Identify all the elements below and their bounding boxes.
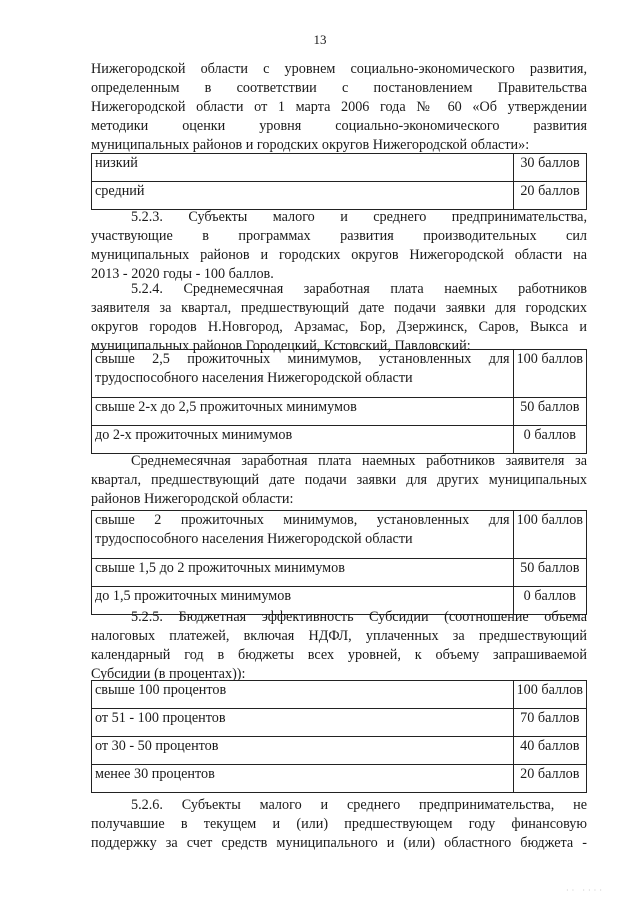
text-line: квартал, предшествующий дате подачи заявки для других муниципальных: [91, 472, 587, 488]
table-cell-label: свыше 1,5 до 2 прожиточных минимумов: [92, 559, 514, 587]
cell-line: трудоспособного населения Нижегородской области: [95, 370, 413, 386]
text-line: Субсидии (в процентах)):: [91, 666, 246, 682]
table-cell-label: от 30 - 50 процентов: [92, 737, 514, 765]
table-cell-score: 100 баллов: [513, 350, 586, 398]
table-cell-score: 100 баллов: [513, 681, 586, 709]
table-row: [92, 709, 587, 737]
table-cell-score: 20 баллов: [513, 765, 586, 793]
table-cell-score: 100 баллов: [513, 511, 586, 559]
table-cell-score: 70 баллов: [513, 709, 586, 737]
table-row: [92, 511, 587, 559]
page-number: 13: [313, 32, 327, 47]
text-line: 5.2.3. Субъекты малого и среднего предпринимательства,: [131, 209, 587, 225]
table-salary-major-cities: [91, 349, 587, 454]
table-cell-label: до 1,5 прожиточных минимумов: [92, 587, 514, 615]
text-line: 5.2.5. Бюджетная эффективность Субсидии (соотношение объема: [131, 609, 587, 625]
table-cell-score: 0 баллов: [513, 426, 586, 454]
table-cell-label: [92, 350, 514, 398]
table-cell-label: средний: [92, 182, 514, 210]
text-line: календарный год в бюджеты всех уровней, к объему запрашиваемой: [91, 647, 587, 663]
text-line: поддержку за счет средств муниципального и (или) областного бюджета -: [91, 835, 587, 851]
text-line: округов городов Н.Новгород, Арзамас, Бор, Дзержинск, Саров, Выкса и: [91, 319, 587, 335]
text-line: 5.2.4. Среднемесячная заработная плата наемных работников: [131, 281, 587, 297]
table-cell-label: низкий: [92, 154, 514, 182]
table-row: [92, 154, 587, 182]
text-line: Среднемесячная заработная плата наемных работников заявителя за: [131, 453, 587, 469]
table-row: [92, 681, 587, 709]
table-cell-label: свыше 100 процентов: [92, 681, 514, 709]
table-row: [92, 182, 587, 210]
cell-line: трудоспособного населения Нижегородской области: [95, 531, 413, 547]
table-cell-score: 40 баллов: [513, 737, 586, 765]
text-line: Нижегородской области от 1 марта 2006 года № 60 «Об утверждении: [91, 99, 587, 115]
text-line: районов Нижегородской области:: [91, 491, 294, 507]
paragraph-5-2-3: [91, 208, 587, 284]
table-cell-label: менее 30 процентов: [92, 765, 514, 793]
table-row: [92, 559, 587, 587]
table-cell-label: от 51 - 100 процентов: [92, 709, 514, 737]
table-cell-score: 20 баллов: [514, 182, 587, 210]
table-row: [92, 350, 587, 398]
paragraph-5-2-5: [91, 608, 587, 684]
table-development-level: [91, 153, 587, 210]
text-line: муниципальных районов Городецкий, Кстовский, Павловский:: [91, 338, 471, 354]
text-line: 2013 - 2020 годы - 100 баллов.: [91, 266, 274, 282]
paragraph-5-2-6: [91, 796, 587, 853]
table-row: [92, 426, 587, 454]
text-line: методики оценки уровня социально-экономического развития: [91, 118, 587, 134]
text-line: определенным в соответствии с постановлением Правительства: [91, 80, 587, 96]
text-line: получавшие в текущем и (или) предшествующем году финансовую: [91, 816, 587, 832]
table-cell-label: свыше 2-х до 2,5 прожиточных минимумов: [92, 398, 514, 426]
table-cell-label: [92, 511, 514, 559]
cell-line: свыше 2 прожиточных минимумов, установленных для: [95, 512, 510, 528]
table-budget-efficiency: [91, 680, 587, 793]
intro-paragraph: [91, 60, 587, 155]
text-line: заявителя за квартал, предшествующий дате подачи заявки для городских: [91, 300, 587, 316]
text-line: Нижегородской области с уровнем социально-экономического развития,: [91, 61, 587, 77]
table-cell-score: 50 баллов: [513, 398, 586, 426]
table-row: [92, 398, 587, 426]
text-line: 5.2.6. Субъекты малого и среднего предпринимательства, не: [131, 797, 587, 813]
paragraph-5-2-4: [91, 280, 587, 356]
paragraph-5-2-4-other: [91, 452, 587, 509]
text-line: муниципальных районов и городских округов Нижегородской области»:: [91, 137, 530, 153]
cell-line: свыше 2,5 прожиточных минимумов, установленных для: [95, 351, 510, 367]
table-row: [92, 737, 587, 765]
table-cell-score: 30 баллов: [514, 154, 587, 182]
table-row: [92, 765, 587, 793]
table-salary-other-districts: [91, 510, 587, 615]
scan-artifact: ·· ····: [566, 886, 605, 895]
text-line: участвующие в программах развития производительных сил: [91, 228, 587, 244]
text-line: налоговых платежей, включая НДФЛ, уплаченных за предшествующий: [91, 628, 587, 644]
table-cell-score: 0 баллов: [513, 587, 586, 615]
table-cell-label: до 2-х прожиточных минимумов: [92, 426, 514, 454]
text-line: муниципальных районов и городских округов Нижегородской области на: [91, 247, 587, 263]
table-cell-score: 50 баллов: [513, 559, 586, 587]
